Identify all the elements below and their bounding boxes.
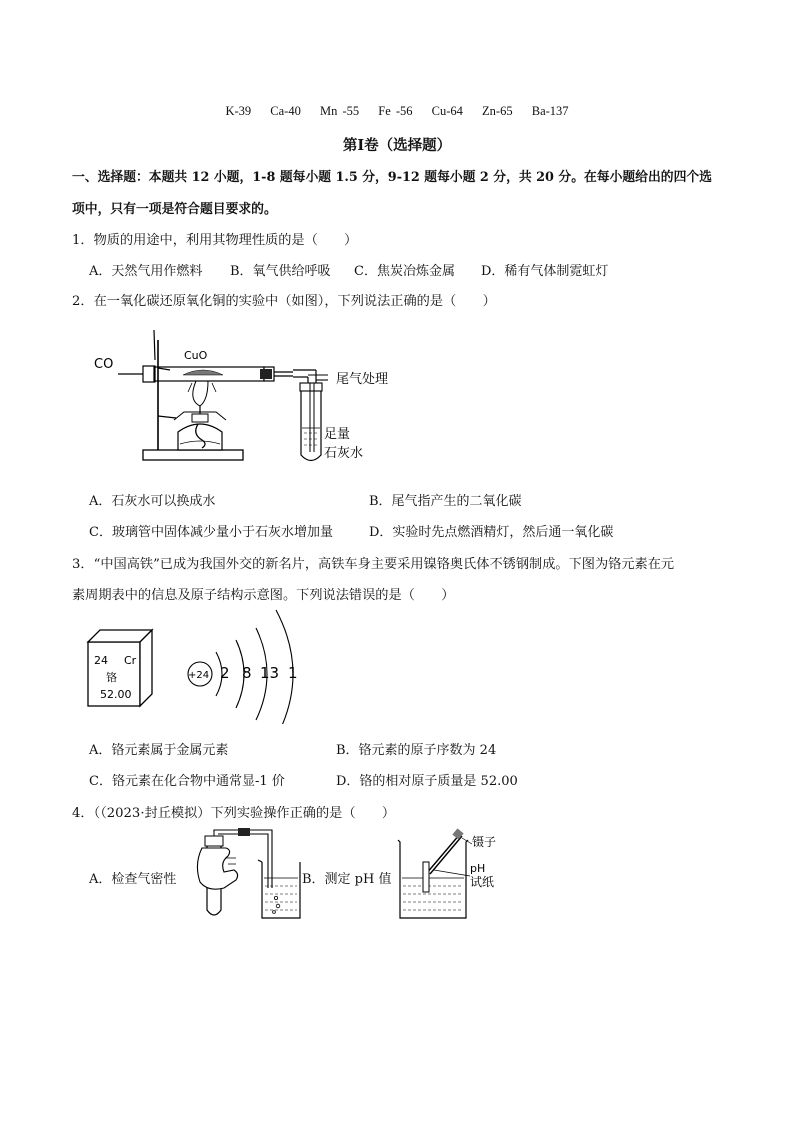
q1-option-d[interactable]: D．稀有气体制霓虹灯	[481, 264, 609, 279]
airtightness-check-figure	[190, 828, 310, 924]
mass-zn: Zn-65	[482, 104, 513, 118]
q1-option-a[interactable]: A．天然气用作燃料	[89, 264, 203, 279]
shell-4-electrons: 1	[288, 664, 298, 682]
instruction-line-2: 项中，只有一项是符合题目要求的。	[72, 202, 277, 217]
q3-option-c[interactable]: C．铬元素在化合物中通常显-1 价	[89, 774, 285, 789]
label-tweezers: 镊子	[472, 835, 497, 849]
label-cuo: CuO	[184, 349, 208, 362]
shell-3-electrons: 13	[260, 664, 280, 682]
q2-option-b[interactable]: B．尾气指产生的二氧化碳	[369, 494, 522, 509]
label-exhaust: 尾气处理	[336, 372, 389, 387]
q2-option-d[interactable]: D．实验时先点燃酒精灯，然后通一氧化碳	[369, 525, 614, 540]
section-title: 第Ⅰ卷（选择题）	[342, 137, 452, 154]
co-reduction-apparatus-figure	[88, 320, 408, 475]
mass-mn: Mn -55	[319, 104, 360, 118]
q2-stem: 2．在一氧化碳还原氧化铜的实验中（如图），下列说法正确的是（ ）	[72, 294, 496, 309]
label-ph: pH	[470, 862, 486, 875]
q4-stem: 4．（（2023·封丘模拟）下列实验操作正确的是（ ）	[72, 806, 396, 821]
atomic-masses	[0, 104, 794, 119]
instruction-line-1: 一、选择题：本题共 12 小题，1-8 题每小题 1.5 分，9-12 题每小题 2 分，共 20 分。在每小题给出的四个选	[72, 170, 712, 185]
q3-stem-line-2: 素周期表中的信息及原子结构示意图。下列说法错误的是（ ）	[72, 588, 455, 603]
mass-cu: Cu-64	[431, 104, 463, 118]
element-name: 铬	[106, 671, 117, 684]
chromium-element-and-atom-figure	[84, 604, 314, 724]
q4-option-a[interactable]: A．检查气密性	[89, 872, 177, 887]
q3-stem-line-1: 3．“中国高铁”已成为我国外交的新名片，高铁车身主要采用镍铬奥氏体不锈钢制成。下图为铬元素在元	[72, 557, 675, 572]
label-enough: 足量	[324, 427, 351, 442]
label-test-paper: 试纸	[470, 875, 495, 889]
label-co: CO	[94, 357, 114, 372]
q2-option-a[interactable]: A．石灰水可以换成水	[89, 494, 216, 509]
q3-option-a[interactable]: A．铬元素属于金属元素	[89, 743, 229, 758]
q3-option-d[interactable]: D．铬的相对原子质量是 52.00	[336, 774, 518, 789]
shell-1-electrons: 2	[220, 664, 230, 682]
mass-ca: Ca-40	[270, 104, 301, 118]
element-mass: 52.00	[100, 688, 132, 701]
q3-option-b[interactable]: B．铬元素的原子序数为 24	[336, 743, 497, 758]
element-symbol: Cr	[124, 654, 137, 667]
element-number: 24	[94, 654, 108, 667]
ph-measurement-figure	[390, 826, 520, 924]
q1-option-b[interactable]: B．氧气供给呼吸	[230, 264, 331, 279]
shell-2-electrons: 8	[242, 664, 252, 682]
mass-fe: Fe -56	[378, 104, 413, 118]
q2-option-c[interactable]: C．玻璃管中固体减少量小于石灰水增加量	[89, 525, 333, 540]
mass-ba: Ba-137	[531, 104, 569, 118]
mass-k: K-39	[225, 104, 252, 118]
q1-stem: 1．物质的用途中，利用其物理性质的是（ ）	[72, 233, 358, 248]
label-limewater: 石灰水	[324, 446, 364, 461]
q4-option-b[interactable]: B．测定 pH 值	[302, 872, 392, 887]
q1-option-c[interactable]: C．焦炭冶炼金属	[354, 264, 455, 279]
nucleus-charge: +24	[188, 670, 210, 681]
